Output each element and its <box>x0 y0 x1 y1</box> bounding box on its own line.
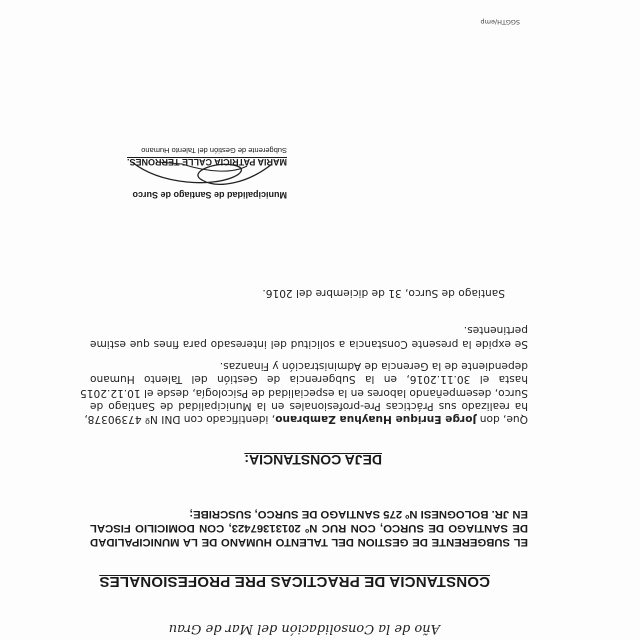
body-prefix: Que, don <box>476 413 528 425</box>
date-line: Santiago de Surco, 31 de diciembre del 2016. <box>262 287 505 299</box>
signature-block <box>117 138 287 200</box>
intro-line: EL SUBGERENTE DE GESTION DEL TALENTO HUMANO DE LA MUNICIPALIDAD <box>90 536 528 548</box>
body-line: hasta el 30.11.2016, en la Subgerencia de Gestión del Talento Humano <box>90 373 528 385</box>
closing-line: Se expide la presente Constancia a solicitud del interesado para fines que estime <box>90 338 528 350</box>
body-line: ha realizado sus Prácticas Pre-profesionales en la Municipalidad de Santiago de <box>90 400 528 412</box>
signature-institution: Municipalidad de Santiago de Surco <box>132 190 287 200</box>
intro-line: DE SANTIAGO DE SURCO, CON RUC Nº 20131367423, CON DOMICILIO FISCAL <box>90 522 528 534</box>
year-motto: Año de la Consolidación del Mar de Grau <box>168 621 440 636</box>
signatory-name: MARIA PATRICIA CALLE TERRONES. <box>127 157 287 167</box>
body-line <box>84 413 528 425</box>
body-line: Surco, desempeñando labores en la especialidad de Psicología, desde el 10.12.2015 <box>80 387 528 399</box>
closing-line: pertinentes. <box>463 324 528 336</box>
section-heading: DEJA CONSTANCIA: <box>244 452 382 468</box>
intro-line: EN JR. BOLOGNESI Nº 275 SANTIAGO DE SURCO, SUSCRIBE; <box>189 508 528 520</box>
body-suffix: , identificado con DNI Nº 47390378, <box>84 413 276 425</box>
body-line: dependiente de la Gerencia de Administración y Finanzas. <box>219 360 528 372</box>
signatory-role: Subgerente de Gestión del Talento Humano <box>141 146 287 155</box>
document-title: CONSTANCIA DE PRACTICAS PRE PROFESIONALES <box>99 573 490 590</box>
reference-code: SGGTH/emp <box>480 18 520 26</box>
person-name: Jorge Enrique Huayhua Zambrano <box>275 413 477 425</box>
